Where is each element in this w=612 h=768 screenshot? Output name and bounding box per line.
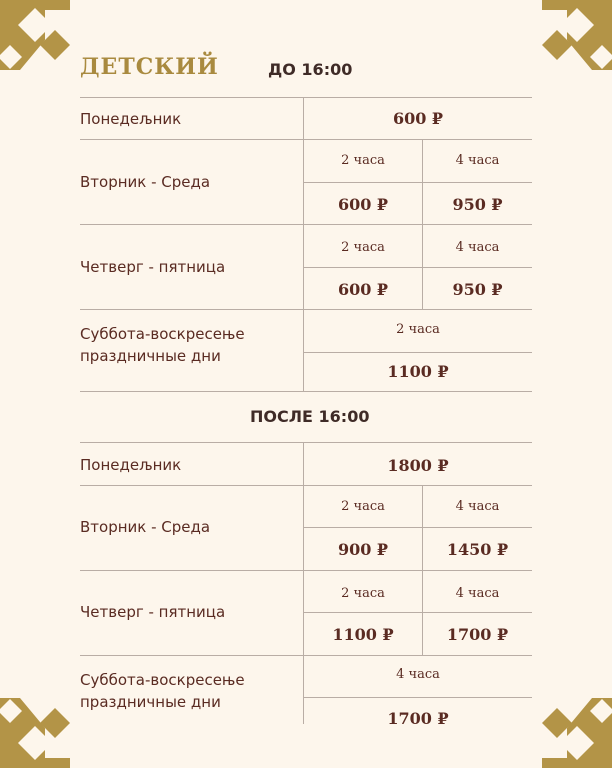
divider [80,442,532,443]
day-label: Понедељник [80,456,182,474]
divider [304,697,532,698]
divider [422,139,423,225]
price: 1100 ₽ [332,625,394,644]
duration-label: 2 часа [341,586,385,601]
duration-label: 2 часа [341,153,385,168]
price: 1800 ₽ [387,456,449,475]
divider [80,97,532,98]
duration-label: 4 часа [396,667,440,682]
day-label: Суббота-воскресење [80,325,245,343]
day-label: Вторник - Среда [80,518,211,536]
day-label: праздничные дни [80,693,221,711]
divider [422,570,423,656]
price: 950 ₽ [452,280,503,299]
divider [80,570,532,571]
divider [80,485,532,486]
duration-label: 4 часа [455,586,500,601]
corner-ornament-bottom-right [542,698,612,768]
divider [304,527,532,528]
divider [80,224,532,225]
section-header-before-16: ДО 16:00 [268,60,353,79]
divider [303,97,304,391]
duration-label: 4 часа [455,240,500,255]
price: 600 ₽ [337,195,389,214]
divider [422,224,423,310]
divider [304,267,532,268]
divider [304,182,532,183]
day-label: Четверг - пятница [80,258,226,276]
price: 1450 ₽ [446,540,509,559]
page-title: ДЕТСКИЙ [80,54,219,80]
divider [80,391,532,392]
day-label: Четверг - пятница [80,603,226,621]
duration-label: 4 часа [455,499,500,514]
price: 600 ₽ [337,280,389,299]
day-label: Суббота-воскресење [80,671,245,689]
divider [80,139,532,140]
divider [422,485,423,571]
duration-label: 2 часа [396,322,440,337]
duration-label: 2 часа [341,499,385,514]
corner-ornament-bottom-left [0,698,70,768]
corner-ornament-top-right [542,0,612,70]
price: 950 ₽ [452,195,503,214]
divider [304,352,532,353]
price: 900 ₽ [337,540,389,559]
price: 1100 ₽ [387,362,449,381]
divider [80,309,532,310]
divider [303,442,304,724]
day-label: праздничные дни [80,347,221,365]
day-label: Вторник - Среда [80,173,211,191]
day-label: Понедељник [80,110,182,128]
duration-label: 2 часа [341,240,385,255]
price: 600 ₽ [392,109,444,128]
price: 1700 ₽ [446,625,509,644]
price: 1700 ₽ [387,709,449,728]
divider [80,655,532,656]
section-header-after-16: ПОСЛЕ 16:00 [250,407,370,426]
duration-label: 4 часа [455,153,500,168]
corner-ornament-top-left [0,0,70,70]
divider [304,612,532,613]
